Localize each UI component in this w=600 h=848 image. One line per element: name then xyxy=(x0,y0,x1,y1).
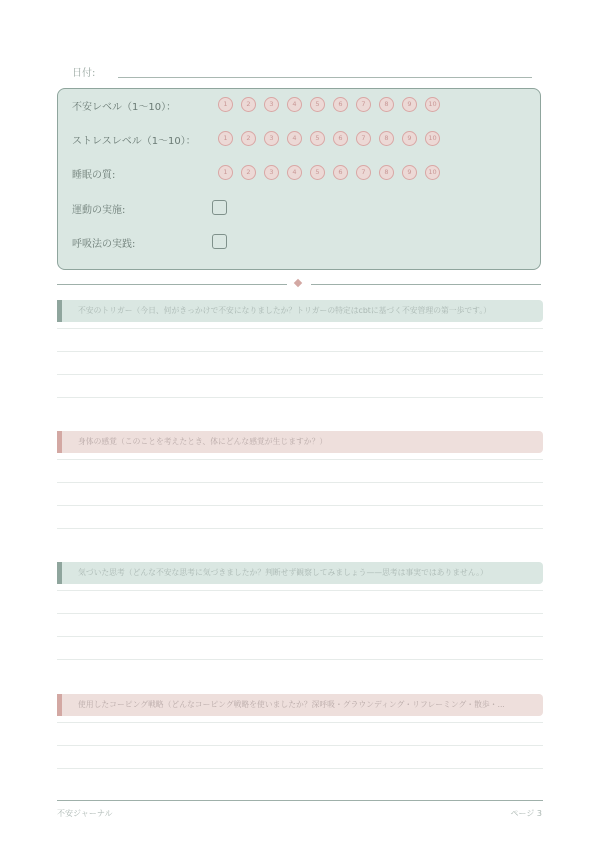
section-body-sensations xyxy=(57,431,543,453)
writing-line[interactable] xyxy=(57,374,543,375)
rating-circle-9[interactable]: 9 xyxy=(402,165,417,180)
rating-circle-10[interactable]: 10 xyxy=(425,97,440,112)
writing-line[interactable] xyxy=(57,505,543,506)
rating-circle-4[interactable]: 4 xyxy=(287,131,302,146)
footer-journal-title: 不安ジャーナル xyxy=(57,809,113,818)
breathing-label: 呼吸法の実践: xyxy=(72,239,136,250)
rating-circle-7[interactable]: 7 xyxy=(356,131,371,146)
section-title: 身体の感覚 xyxy=(78,437,117,446)
rating-circle-2[interactable]: 2 xyxy=(241,131,256,146)
stress-level-label: ストレスレベル（1〜10）： xyxy=(72,136,196,147)
divider-line-left xyxy=(57,284,287,285)
anxiety-level-label: 不安レベル（1〜10）： xyxy=(72,102,177,113)
rating-circle-10[interactable]: 10 xyxy=(425,131,440,146)
rating-circle-2[interactable]: 2 xyxy=(241,97,256,112)
rating-circle-3[interactable]: 3 xyxy=(264,97,279,112)
rating-circle-10[interactable]: 10 xyxy=(425,165,440,180)
section-header xyxy=(57,431,543,453)
rating-circle-1[interactable]: 1 xyxy=(218,97,233,112)
date-field[interactable] xyxy=(72,64,532,80)
rating-circle-1[interactable]: 1 xyxy=(218,131,233,146)
rating-circle-8[interactable]: 8 xyxy=(379,165,394,180)
section-prompt: （今日、何がきっかけで不安になりましたか？トリガーの特定はcbtに基づく不安管理の第一歩です。） xyxy=(132,306,492,315)
writing-line[interactable] xyxy=(57,659,543,660)
section-prompt: （このことを考えたとき、体にどんな感覚が生じますか？） xyxy=(116,437,328,446)
writing-line[interactable] xyxy=(57,482,543,483)
writing-line[interactable] xyxy=(57,397,543,398)
footer-page-number: ページ 3 xyxy=(510,809,542,818)
rating-circle-3[interactable]: 3 xyxy=(264,165,279,180)
rating-circle-4[interactable]: 4 xyxy=(287,97,302,112)
exercise-checkbox[interactable] xyxy=(212,200,227,215)
rating-circle-7[interactable]: 7 xyxy=(356,165,371,180)
sleep-quality-label: 睡眠の質: xyxy=(72,170,116,181)
writing-line[interactable] xyxy=(57,528,543,529)
rating-circle-8[interactable]: 8 xyxy=(379,131,394,146)
date-label: 日付: xyxy=(72,68,96,79)
section-header xyxy=(57,562,543,584)
section-header xyxy=(57,694,543,716)
rating-circle-5[interactable]: 5 xyxy=(310,131,325,146)
breathing-checkbox[interactable] xyxy=(212,234,227,249)
writing-line[interactable] xyxy=(57,613,543,614)
writing-line[interactable] xyxy=(57,745,543,746)
date-input-line[interactable] xyxy=(118,77,532,78)
section-prompt: （どんなコーピング戦略を使いましたか？深呼吸・グラウンディング・リフレーミング・散歩・... xyxy=(163,700,505,709)
section-noticed-thoughts xyxy=(57,562,543,584)
rating-circle-5[interactable]: 5 xyxy=(310,97,325,112)
section-coping-strategies xyxy=(57,694,543,716)
writing-line[interactable] xyxy=(57,459,543,460)
rating-circle-2[interactable]: 2 xyxy=(241,165,256,180)
daily-tracker-box xyxy=(57,88,541,270)
exercise-label: 運動の実施: xyxy=(72,205,126,216)
rating-circle-9[interactable]: 9 xyxy=(402,97,417,112)
writing-line[interactable] xyxy=(57,768,543,769)
rating-circle-6[interactable]: 6 xyxy=(333,97,348,112)
writing-line[interactable] xyxy=(57,636,543,637)
section-title: 使用したコーピング戦略 xyxy=(78,700,164,709)
section-triggers xyxy=(57,300,543,322)
rating-circle-8[interactable]: 8 xyxy=(379,97,394,112)
rating-circle-6[interactable]: 6 xyxy=(333,131,348,146)
rating-circle-6[interactable]: 6 xyxy=(333,165,348,180)
section-header xyxy=(57,300,543,322)
writing-line[interactable] xyxy=(57,722,543,723)
rating-circle-4[interactable]: 4 xyxy=(287,165,302,180)
rating-circle-5[interactable]: 5 xyxy=(310,165,325,180)
writing-line[interactable] xyxy=(57,328,543,329)
rating-circle-1[interactable]: 1 xyxy=(218,165,233,180)
footer-divider xyxy=(57,800,543,801)
divider-line-right xyxy=(311,284,541,285)
ornament-divider xyxy=(57,281,541,289)
section-prompt: （どんな不安な思考に気づきましたか？判断せず観察してみましょう——思考は事実ではありません。） xyxy=(124,568,488,577)
section-title: 気づいた思考 xyxy=(78,568,125,577)
writing-line[interactable] xyxy=(57,590,543,591)
diamond-icon xyxy=(294,279,302,287)
rating-circle-9[interactable]: 9 xyxy=(402,131,417,146)
writing-line[interactable] xyxy=(57,351,543,352)
section-title: 不安のトリガー xyxy=(78,306,133,315)
rating-circle-7[interactable]: 7 xyxy=(356,97,371,112)
rating-circle-3[interactable]: 3 xyxy=(264,131,279,146)
